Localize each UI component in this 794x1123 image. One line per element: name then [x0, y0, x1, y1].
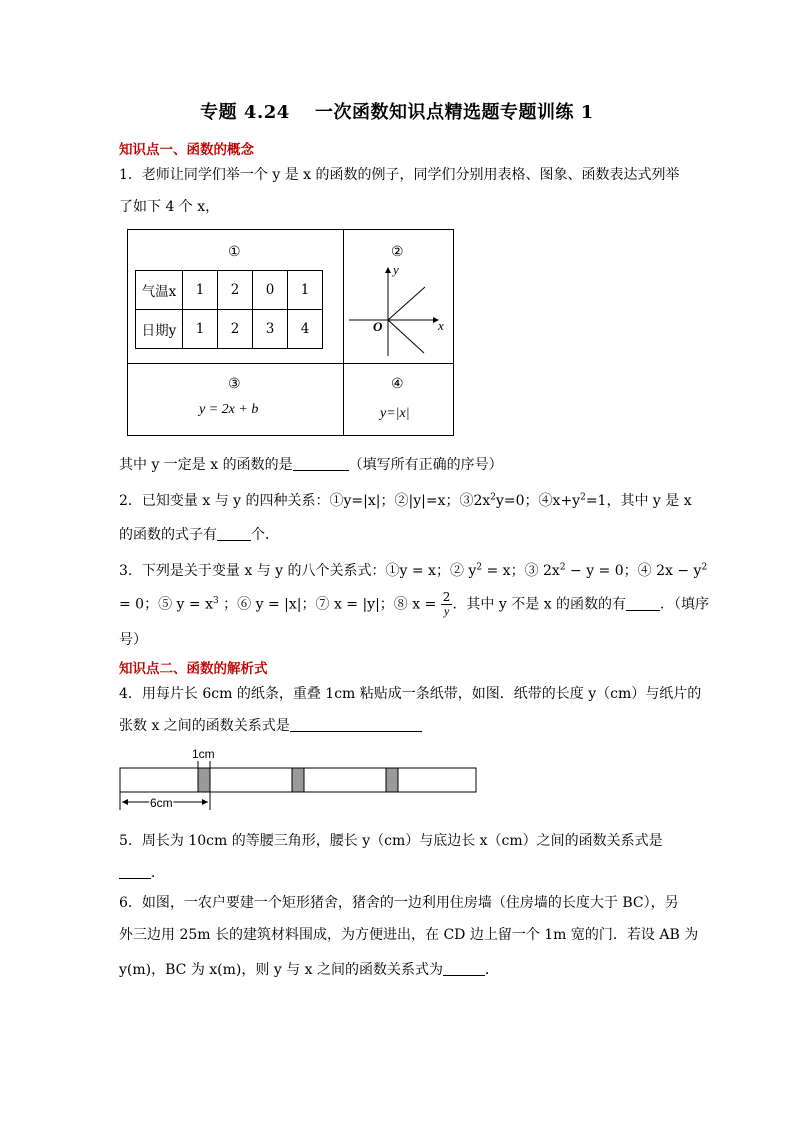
q4-line-2: [119, 715, 422, 735]
q6-line-1: 6．如图，一农户要建一个矩形猪舍，猪舍的一边利用住房墙（住房墙的长度大于 BC），另: [119, 895, 679, 911]
piece-length-label: 6cm: [150, 796, 173, 810]
table-head-date: 日期y: [136, 310, 183, 349]
q6-line-2: 外三边用 25m 长的建筑材料围成，为方便进出，在 CD 边上留一个 1m 宽的门．若设 AB 为: [119, 927, 699, 943]
q3-text-g: ．（填序: [660, 596, 710, 613]
table-cell: 1: [183, 271, 218, 310]
q6-text: y(m)，BC 为 x(m)，则 y 与 x 之间的函数关系式为: [119, 962, 443, 978]
q2-line-1: [119, 490, 692, 510]
section-heading-2: 知识点二、函数的解析式: [119, 661, 268, 677]
q5-line-2: [119, 862, 165, 882]
graph-ray-up: [388, 287, 425, 320]
fraction-2-over-y: [441, 591, 453, 618]
q2-sup-1: 2: [490, 492, 496, 503]
q4-strip-figure: [116, 744, 480, 812]
cell1-label: ①: [228, 244, 241, 260]
figure-hdivider: [128, 363, 453, 364]
answer-blank[interactable]: [293, 456, 349, 471]
figure-vdivider: [343, 230, 344, 435]
fraction-denominator: y: [443, 604, 450, 618]
q2-text-b: y=0；④x+y: [496, 493, 581, 509]
q2-text-c: =1，其中 y 是 x: [585, 493, 692, 509]
table-cell: 1: [288, 271, 323, 310]
q1-answer-suffix: （填写所有正确的序号）: [348, 457, 503, 473]
q3-sup-4: 3: [212, 595, 219, 606]
x-axis-label: x: [438, 318, 444, 333]
table-cell: 3: [253, 310, 288, 349]
q1-figure: [127, 229, 454, 436]
answer-blank[interactable]: [443, 961, 485, 976]
q1-answer-line: [119, 454, 503, 474]
q1-line-1: 1．老师让同学们举一个 y 是 x 的函数的例子，同学们分别用表格、图象、函数表达式列举: [119, 167, 680, 183]
q2-text-e: 个．: [251, 527, 279, 543]
table-cell: 1: [183, 310, 218, 349]
table-row: [136, 310, 323, 349]
q3-sup-1: 2: [476, 562, 483, 573]
q3-sup-3: 2: [701, 562, 708, 573]
q1-value-table: [135, 270, 323, 349]
q6-text-end: ．: [484, 962, 499, 978]
overlap-1: [198, 768, 210, 792]
overlap-3: [386, 768, 398, 792]
q2-text-d: 的函数的式子有: [119, 527, 217, 543]
q3-text-f: ．其中 y 不是 x 的函数的有: [452, 596, 627, 613]
cell3-expression: y = 2x + b: [199, 402, 259, 417]
answer-blank[interactable]: [626, 596, 660, 611]
table-cell: 2: [218, 271, 253, 310]
origin-label: O: [373, 319, 383, 334]
q4-line-1: 4．用每片长 6cm 的纸条，重叠 1cm 粘贴成一条纸带，如图．纸带的长度 y（cm）与纸片的: [119, 686, 702, 702]
answer-blank[interactable]: [119, 864, 151, 879]
overlap-label: 1cm: [192, 747, 215, 761]
graph-ray-down: [388, 320, 424, 353]
cell4-expression: y=|x|: [380, 406, 410, 421]
q3-line-1: [119, 560, 707, 580]
q5-text: ．: [151, 865, 165, 881]
q2-sup-2: 2: [580, 492, 586, 503]
section-heading-1: 知识点一、函数的概念: [119, 142, 254, 158]
q3-line-3: 号）: [119, 632, 147, 648]
table-cell: 2: [218, 310, 253, 349]
q3-text-a: 3．下列是关于变量 x 与 y 的八个关系式：①y = x；② y: [119, 563, 477, 579]
y-axis-label: y: [393, 262, 399, 277]
q4-text: 张数 x 之间的函数关系式是: [119, 718, 290, 734]
q1-graph: [346, 256, 451, 361]
q3-text-c: − y = 0；④ 2x − y: [565, 563, 702, 579]
page-title: 专题 4.24 一次函数知识点精选题专题训练 1: [200, 102, 594, 123]
q3-line-2: [119, 591, 709, 621]
cell2-label: ②: [391, 244, 404, 260]
cell3-label: ③: [228, 376, 241, 392]
fraction-numerator: 2: [442, 590, 451, 604]
answer-blank[interactable]: [217, 526, 251, 541]
q1-line-2: 了如下 4 个 x，: [119, 199, 220, 215]
q3-text-b: = x；③ 2x: [482, 563, 560, 579]
table-row: [136, 271, 323, 310]
overlap-2: [292, 768, 304, 792]
q3-sup-2: 2: [559, 562, 566, 573]
cell4-label: ④: [391, 376, 404, 392]
table-cell: 4: [288, 310, 323, 349]
q2-line-2: [119, 524, 279, 544]
table-head-temp: 气温x: [136, 271, 183, 310]
q3-text-d: = 0；⑤ y = x: [119, 596, 213, 613]
q3-text-e: ；⑥ y = |x|；⑦ x = |y|；⑧ x =: [218, 596, 437, 613]
answer-blank[interactable]: [290, 717, 422, 732]
q6-line-3: [119, 959, 499, 979]
table-cell: 0: [253, 271, 288, 310]
q2-text-a: 2．已知变量 x 与 y 的四种关系：①y=|x|；②|y|=x；③2x: [119, 493, 491, 509]
q5-line-1: 5．周长为 10cm 的等腰三角形，腰长 y（cm）与底边长 x（cm）之间的函数关系式是: [119, 833, 663, 849]
q1-answer-prefix: 其中 y 一定是 x 的函数的是: [119, 457, 293, 473]
